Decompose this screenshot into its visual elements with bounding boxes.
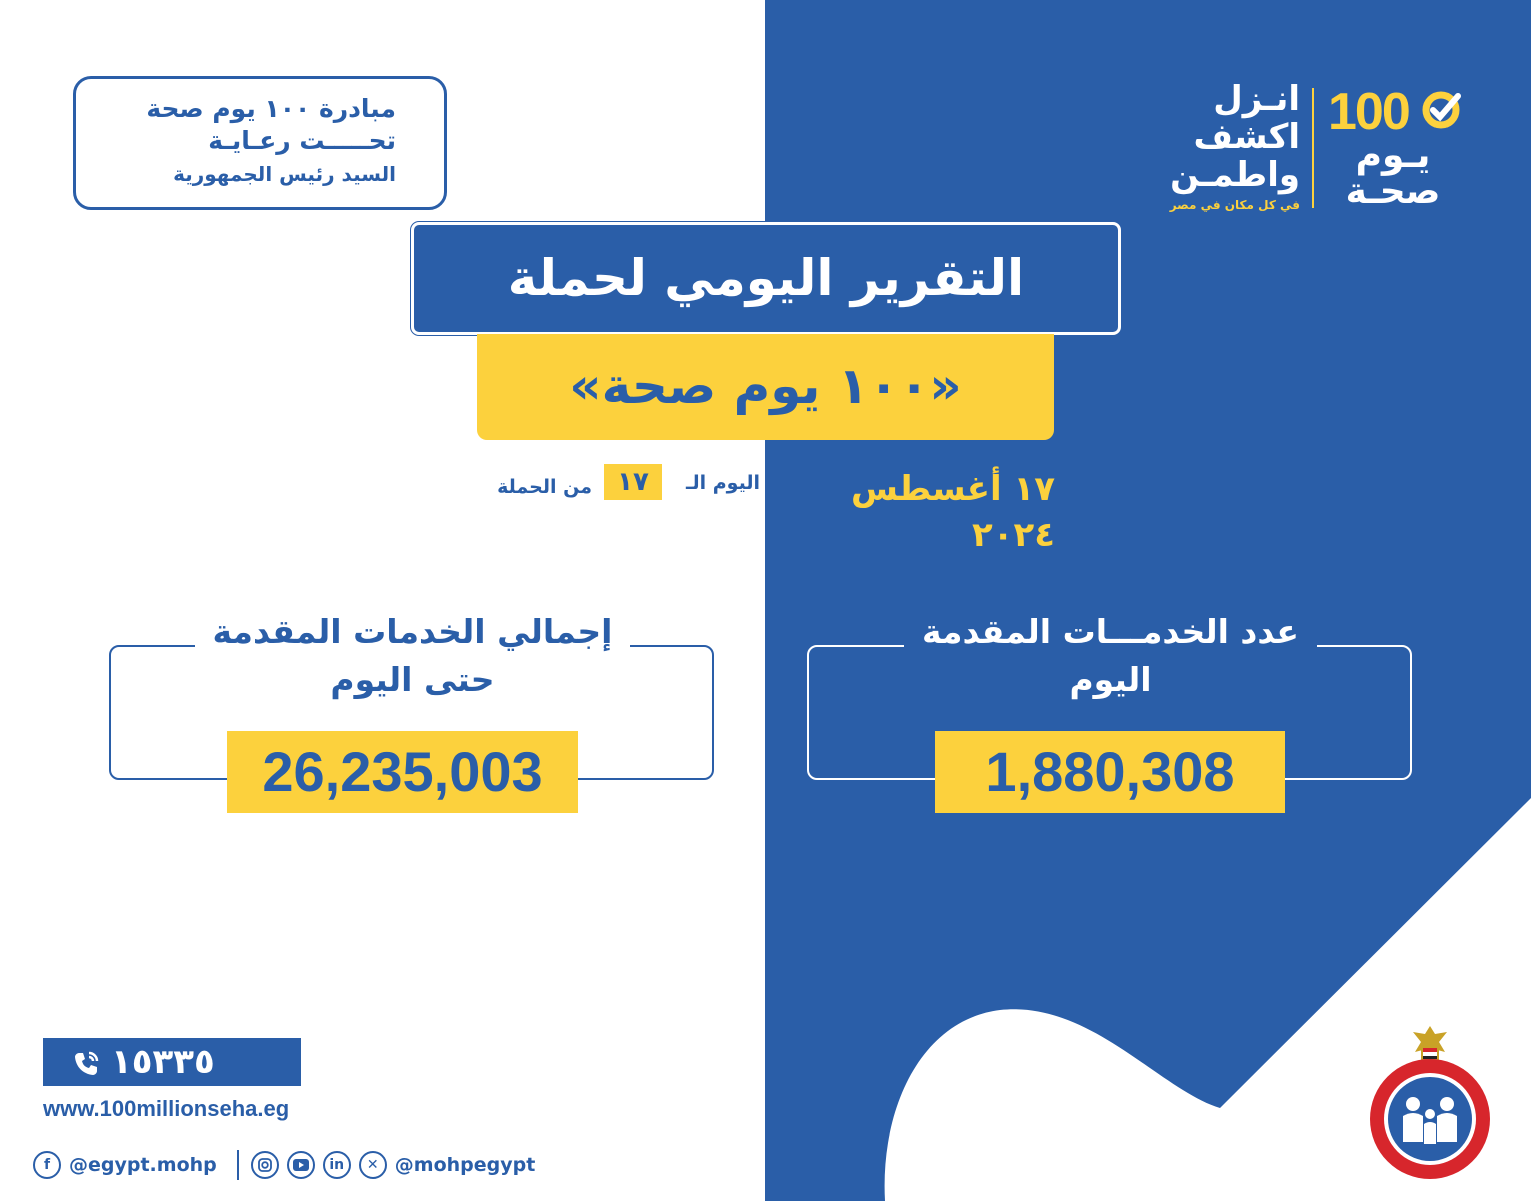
initiative-line2: تحـــــت رعـايـة [208, 126, 396, 155]
facebook-icon[interactable]: f [33, 1151, 61, 1179]
motto-line1: انـزل [1213, 79, 1300, 119]
website-link[interactable]: www.100millionseha.eg [43, 1096, 290, 1121]
linkedin-icon[interactable]: in [323, 1151, 351, 1179]
total-title-line2: حتى اليوم [330, 660, 495, 699]
logo-tagline: في كل مكان في مصر [1169, 198, 1300, 212]
facebook-handle[interactable]: @egypt.mohp [69, 1154, 217, 1176]
today-services-title [838, 608, 1383, 704]
today-services-value: 1,880,308 [935, 731, 1285, 813]
ministry-emblem [1363, 1022, 1497, 1182]
social-handle[interactable]: @mohpegypt [394, 1154, 536, 1176]
campaign-day [470, 462, 760, 502]
initiative-box [73, 76, 447, 210]
youtube-icon[interactable] [287, 1151, 315, 1179]
today-title-line2: اليوم [1069, 660, 1152, 699]
checkmark-icon [1421, 90, 1461, 130]
logo-word-yawm: يـوم [1355, 135, 1431, 176]
day-suffix: من الحملة [497, 476, 592, 498]
motto-line3: واطمـن [1170, 155, 1300, 195]
hotline-number: ١٥٣٣٥ [111, 1042, 215, 1082]
instagram-icon[interactable] [251, 1151, 279, 1179]
day-number: ١٧ [604, 464, 662, 500]
motto-line2: اكشف [1193, 117, 1300, 157]
report-title: التقرير اليومي لحملة [411, 222, 1121, 335]
campaign-name: «١٠٠ يوم صحة» [477, 334, 1054, 440]
campaign-logo [1145, 80, 1465, 220]
initiative-line1: مبادرة ١٠٠ يوم صحة [146, 94, 396, 123]
logo-divider [1312, 88, 1314, 208]
logo-motto [1145, 80, 1300, 194]
total-title-line1: إجمالي الخدمات المقدمة [195, 612, 631, 651]
social-row [33, 1148, 543, 1182]
today-title-line1: عدد الخدمـــات المقدمة [904, 612, 1317, 651]
social-divider [237, 1150, 239, 1180]
total-services-title [140, 608, 685, 704]
x-icon[interactable]: ✕ [359, 1151, 387, 1179]
hotline[interactable] [43, 1038, 301, 1086]
logo-word-seha: صحـة [1345, 171, 1441, 212]
total-services-value: 26,235,003 [227, 731, 578, 813]
logo-number: 100 [1328, 83, 1409, 141]
report-date: ١٧ أغسطس ٢٠٢٤ [850, 469, 1055, 555]
phone-icon [71, 1049, 101, 1079]
initiative-line3: السيد رئيس الجمهورية [173, 162, 396, 186]
day-prefix: اليوم الـ [686, 472, 760, 494]
